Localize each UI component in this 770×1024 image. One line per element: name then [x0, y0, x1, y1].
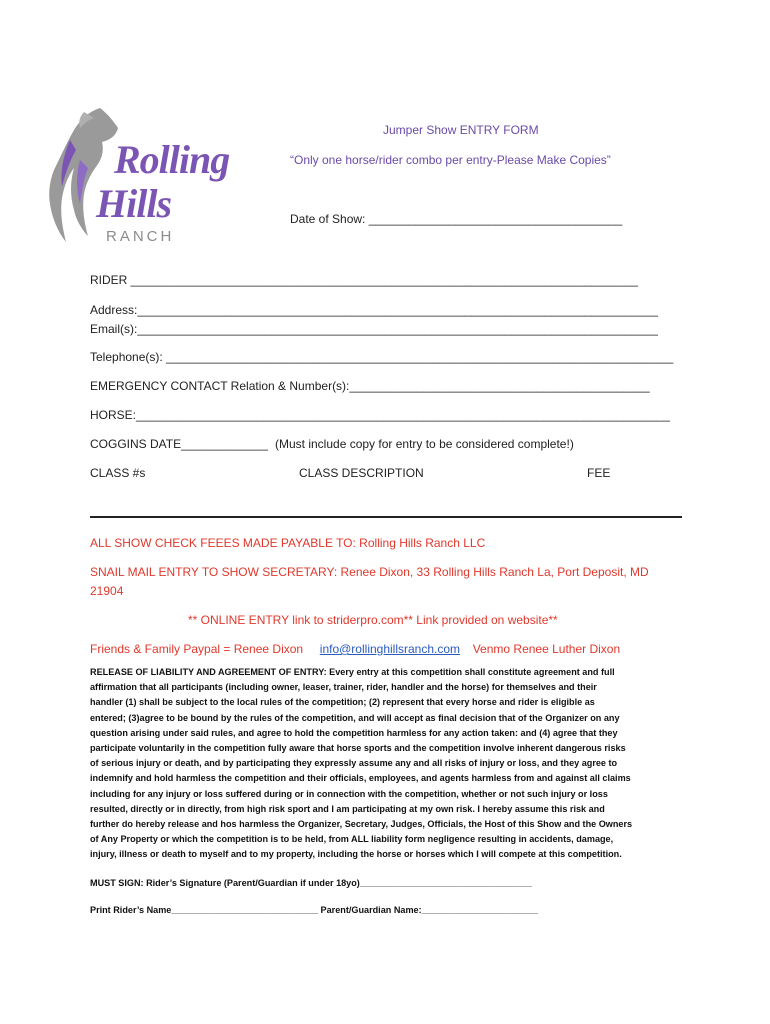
rider-signature-field[interactable]: MUST SIGN: Rider’s Signature (Parent/Guardian if under 18yo)__________________________________ — [90, 878, 532, 888]
release-line: affirmation that all participants (including owner, leaser, trainer, rider, handler and the horse) for themselves and their — [90, 682, 597, 693]
release-line: entered; (3)agree to be bound by the rules of the competition, and will accept as final decision that of the Organizer on any — [90, 712, 620, 723]
horse-field[interactable]: HORSE:________________________________________________________________________________ — [90, 408, 670, 422]
release-line: question arising under said rules, and agree to hold the competition harmless for any action taken: and (4) agree that they — [90, 727, 618, 738]
snail-mail-note-line1: SNAIL MAIL ENTRY TO SHOW SECRETARY: Renee Dixon, 33 Rolling Hills Ranch La, Port Deposit, MD — [90, 565, 649, 579]
divider-line — [90, 516, 682, 518]
coggins-date-blank[interactable]: _____________ — [181, 437, 268, 451]
rider-field[interactable]: RIDER ____________________________________________________________________________ — [90, 273, 638, 287]
paypal-text: Friends & Family Paypal = Renee Dixon — [90, 642, 304, 656]
snail-mail-note-line2: 21904 — [90, 584, 124, 598]
release-of-liability — [90, 665, 685, 863]
ranch-logo — [40, 100, 230, 250]
coggins-date-field[interactable] — [90, 437, 268, 451]
payment-note — [90, 642, 620, 656]
release-line: of serious injury or death, and by participating they expressly assume any and all risks of injury or loss, and they agree to — [90, 758, 618, 769]
coggins-date-label: COGGINS DATE — [90, 437, 182, 451]
release-line: indemnify and hold harmless the competition and their officials, employees, and agents harmless from and against all claims — [90, 773, 631, 784]
telephone-field[interactable]: Telephone(s): ____________________________________________________________________________ — [90, 350, 674, 364]
release-line: further do hereby release and hos harmless the Organizer, Secretary, Judges, Officials, the Host of this Show and the Owners — [90, 819, 633, 830]
release-line: including for any injury or loss suffered during or in connection with the competition, whether or not such injury or loss — [90, 788, 608, 799]
logo-hills-text: Hills — [96, 181, 172, 226]
form-title: Jumper Show ENTRY FORM — [383, 123, 539, 137]
release-line: RELEASE OF LIABILITY AND AGREEMENT OF ENTRY: Every entry at this competition shall constitute agreement and full — [90, 667, 615, 677]
logo-ranch-text: RANCH — [106, 228, 175, 245]
emergency-contact-field[interactable]: EMERGENCY CONTACT Relation & Number(s):_____________________________________________ — [90, 379, 650, 393]
logo-rolling-text: Rolling — [114, 137, 230, 182]
date-of-show-label: Date of Show: — [290, 212, 366, 226]
release-line: handler (1) shall be subject to the local rules of the competition; (2) represent that every horse and rider is eligible as — [90, 697, 595, 708]
coggins-note: (Must include copy for entry to be considered complete!) — [275, 437, 574, 451]
venmo-text: Venmo Renee Luther Dixon — [472, 642, 621, 656]
address-field[interactable]: Address:______________________________________________________________________________ — [90, 303, 658, 317]
release-line: participate voluntarily in the competition fully aware that horse sports and the competition involve inherent dangerous risks — [90, 743, 626, 754]
email-link[interactable]: info@rollinghillsranch.com — [319, 642, 461, 656]
class-description-header: CLASS DESCRIPTION — [299, 466, 424, 480]
release-line: of Any Property or which the competition is to be held, from ALL liability form negligence resulting in accidents, damage, — [90, 834, 614, 845]
class-numbers-header: CLASS #s — [90, 466, 146, 480]
date-of-show-field[interactable] — [290, 212, 622, 226]
date-of-show-blank[interactable]: ______________________________________ — [368, 212, 623, 226]
fee-header: FEE — [587, 466, 611, 480]
email-field[interactable]: Email(s):______________________________________________________________________________ — [90, 322, 658, 336]
release-line: resulted, directly or in directly, from high risk sport and I am participating at my own risk. I hereby assume this risk and — [90, 803, 605, 814]
check-payable-note: ALL SHOW CHECK FEEES MADE PAYABLE TO: Rolling Hills Ranch LLC — [90, 536, 486, 550]
form-subtitle: “Only one horse/rider combo per entry-Please Make Copies” — [290, 153, 611, 167]
print-name-field[interactable]: Print Rider’s Name_____________________________ Parent/Guardian Name:_______________________ — [90, 905, 538, 915]
release-line: injury, illness or death to myself and to my property, including the horse or horses which I will compete at this competition. — [90, 849, 622, 860]
online-entry-note: ** ONLINE ENTRY link to striderpro.com** Link provided on website** — [188, 613, 558, 627]
